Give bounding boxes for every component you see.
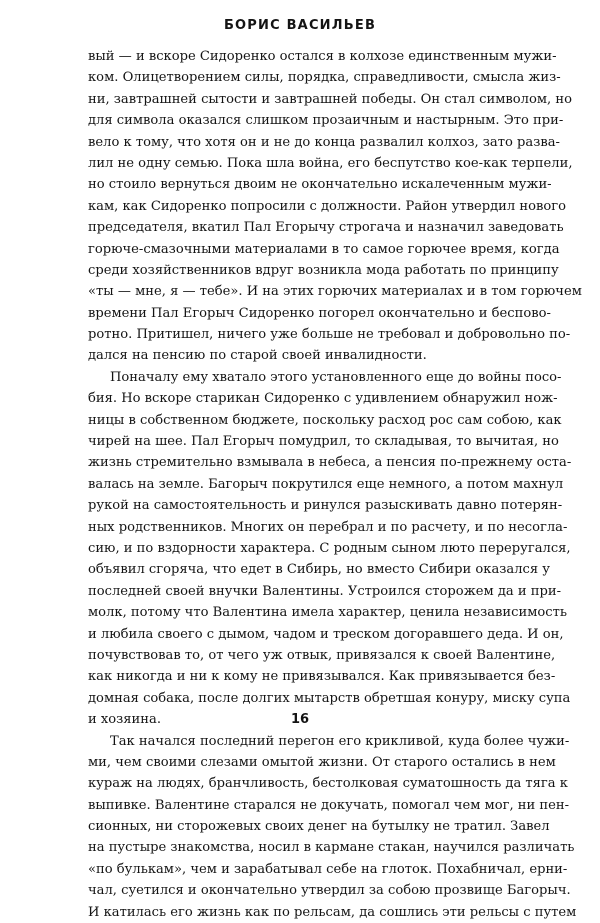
text-line: молк, потому что Валентина имела характер, ценила независимость	[88, 605, 567, 621]
text-line: ных родственников. Многих он перебрал и по расчету, и по несогла-	[88, 519, 568, 535]
paragraph-first-line: Поначалу ему хватало этого установленного еще до войны посо-	[110, 369, 562, 385]
text-line: как никогда и ни к кому не привязывался. Как привязывается без-	[88, 669, 556, 685]
text-line: валась на земле. Багорыч покрутился еще немного, а потом махнул	[88, 476, 564, 492]
text-line: для символа оказался слишком прозаичным и настырным. Это при-	[88, 113, 564, 129]
text-line: но стоило вернуться двоим не окончательно искалеченным мужи-	[88, 177, 552, 193]
text-line: бия. Но вскоре старикан Сидоренко с удивлением обнаружил нож-	[88, 391, 558, 407]
text-line: кам, как Сидоренко попросили с должности. Район утвердил нового	[88, 198, 566, 214]
page-number: 16	[290, 712, 310, 727]
text-line: вый — и вскоре Сидоренко остался в колхозе единственным мужи-	[88, 49, 557, 64]
text-line: «по булькам», чем и зарабатывал себе на глоток. Похабничал, ерни-	[88, 861, 568, 877]
text-line: и любила своего с дымом, чадом и треском догоравшего деда. И он,	[88, 626, 564, 642]
text-line: рукой на самостоятельность и ринулся разыскивать давно потерян-	[88, 498, 563, 514]
text-line: вело к тому, что хотя он и не до конца развалил колхоз, зато развa-	[88, 134, 560, 150]
text-line: среди хозяйственников вдруг возникла мода работать по принципу	[88, 262, 559, 278]
text-line: почувствовав то, от чего уж отвык, привязался к своей Валентине,	[88, 647, 556, 663]
paragraph-first-line: Так начался последний перегон его крикливой, куда более чужи-	[110, 733, 570, 749]
text-line: ми, чем своими слезами омытой жизни. От старого остались в нем	[88, 754, 556, 770]
text-line: сию, и по вздорности характера. С родным сыном люто переругался,	[88, 540, 571, 556]
text-line: на пустыре знакомства, носил в кармане стакан, научился различать	[88, 840, 575, 856]
text-line: домная собака, после долгих мытарств обретшая конуру, миску супа	[88, 690, 571, 706]
text-line: сионных, ни сторожевых своих денег на бутылку не тратил. Завел	[88, 819, 550, 835]
text-line: чирей на шее. Пал Егорыч помудрил, то складывая, то вычитая, но	[88, 434, 559, 450]
text-line: выпивке. Валентине старался не докучать, помогал чем мог, ни пен-	[88, 797, 570, 813]
text-line: «ты — мне, я — тебе». И на этих горючих материалах и в том горючем	[88, 284, 582, 300]
text-line: объявил сгоряча, что едет в Сибирь, но вместо Сибири оказался у	[88, 562, 551, 578]
text-line: последней своей внучки Валентины. Устроился сторожем да и при-	[88, 583, 562, 599]
text-line: жизнь стремительно взмывала в небеса, а пенсия по-прежнему оста-	[88, 455, 572, 471]
running-header-title: БОРИС ВАСИЛЬЕВ	[223, 18, 377, 33]
text-line: кураж на людях, бранчливость, бестолковая суматошность да тяга к	[88, 776, 568, 792]
text-line: ротно. Притишел, ничего уже больше не требовал и добровольно по-	[88, 327, 571, 343]
text-line: и хозяина.	[88, 712, 161, 728]
text-line: ком. Олицетворением силы, порядка, справедливости, смысла жиз-	[88, 70, 561, 86]
text-line: лил не одну семью. Пока шла война, его беспутство кое-как терпели,	[88, 155, 573, 171]
text-line: И катилась его жизнь как по рельсам, да сошлись эти рельсы с путем	[88, 904, 577, 920]
text-line: времени Пал Егорыч Сидоренко погорел окончательно и бесповo-	[88, 305, 551, 321]
body-text	[88, 46, 582, 923]
text-line: дался на пенсию по старой своей инвалидности.	[88, 348, 427, 364]
text-line: горюче-смазочными материалами в то самое горючее время, когда	[88, 241, 560, 257]
text-line: председателя, вкатил Пал Егорычу строгача и назначил заведовать	[88, 220, 564, 236]
text-line: ни, завтрашней сытости и завтрашней победы. Он стал символом, но	[88, 91, 572, 107]
text-line: чал, суетился и окончательно утвердил за собою прозвище Багорыч.	[88, 883, 571, 899]
text-line: ницы в собственном бюджете, поскольку расход рос сам собою, как	[88, 412, 562, 428]
